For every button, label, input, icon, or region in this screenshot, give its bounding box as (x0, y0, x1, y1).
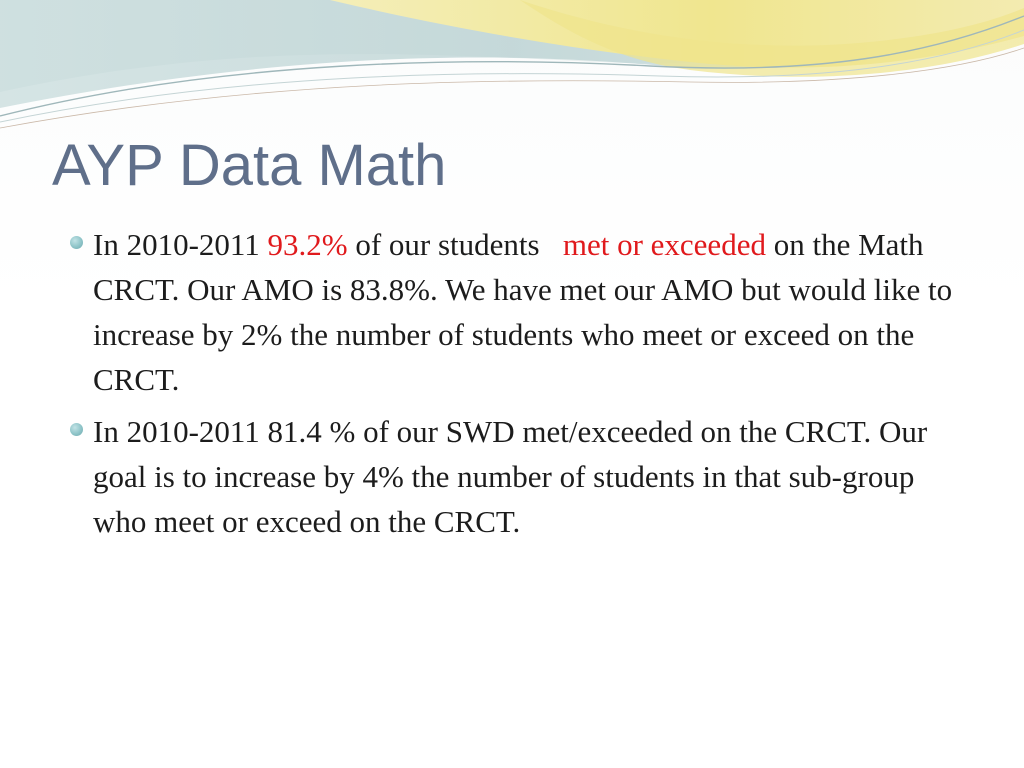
bullet-item-swd-results (64, 409, 964, 544)
bullet-list (64, 222, 964, 551)
highlight-percentage: 93.2% (267, 227, 348, 262)
slide-title: AYP Data Math (52, 133, 447, 198)
bullet-text-part: In 2010-2011 (93, 227, 268, 262)
bullet-text: In 2010-2011 81.4 % of our SWD met/exceeded on the CRCT. Our goal is to increase by 4% the number of students in that sub-group who meet or exceed on the CRCT. (93, 414, 928, 539)
bullet-text-part: on the Math CRCT. Our AMO is 83.8%. We have met our AMO but would like to increase by 2% the number of students who meet or exceed on the CRCT. (93, 227, 953, 397)
bullet-dot-icon (70, 423, 83, 436)
decorative-wave-banner (0, 0, 1024, 130)
bullet-item-math-results (64, 222, 964, 402)
bullet-dot-icon (70, 236, 83, 249)
bullet-text-part: of our students (347, 227, 563, 262)
highlight-met-or-exceeded: met or exceeded (562, 227, 766, 262)
